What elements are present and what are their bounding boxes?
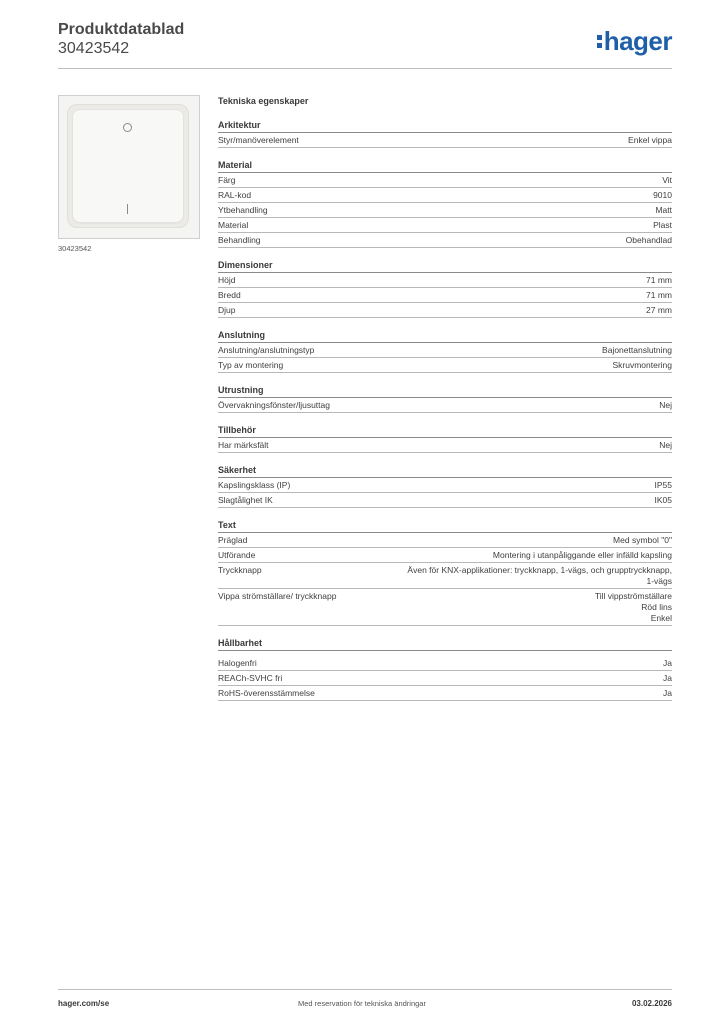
property-row [218, 589, 672, 626]
property-row [218, 656, 672, 671]
property-label: REACh-SVHC fri [218, 673, 283, 683]
footer-website[interactable]: hager.com/se [58, 999, 110, 1008]
property-row [218, 493, 672, 508]
property-row [218, 203, 672, 218]
property-value: Plast [653, 220, 672, 230]
group-title: Arkitektur [218, 120, 672, 133]
off-symbol-icon [123, 123, 132, 132]
product-number: 30423542 [58, 40, 130, 57]
property-label: Har märksfält [218, 440, 269, 450]
property-label: Ytbehandling [218, 205, 268, 215]
property-value: Nej [659, 400, 672, 410]
logo-text: hager [603, 26, 672, 56]
property-label: Vippa strömställare/ tryckknapp [218, 591, 337, 601]
property-label: Djup [218, 305, 236, 315]
property-label: Bredd [218, 290, 241, 300]
property-label: Höjd [218, 275, 236, 285]
property-label: Kapslingsklass (IP) [218, 480, 291, 490]
property-group [218, 385, 672, 413]
property-label: Halogenfri [218, 658, 257, 668]
property-value: Skruvmontering [612, 360, 672, 370]
footer-divider [58, 989, 672, 990]
property-row [218, 398, 672, 413]
property-label: Utförande [218, 550, 256, 560]
property-value: Med symbol "0" [613, 535, 672, 545]
group-title: Dimensioner [218, 260, 672, 273]
group-title: Anslutning [218, 330, 672, 343]
property-label: Material [218, 220, 249, 230]
property-value: Nej [659, 440, 672, 450]
property-value: Enkel vippa [628, 135, 672, 145]
property-group [218, 160, 672, 248]
property-row [218, 533, 672, 548]
property-group [218, 425, 672, 453]
property-groups [218, 120, 672, 701]
property-label: Tryckknapp [218, 565, 262, 575]
group-title: Material [218, 160, 672, 173]
group-title: Säkerhet [218, 465, 672, 478]
property-label: Präglad [218, 535, 248, 545]
property-label: RAL-kod [218, 190, 252, 200]
product-image [58, 95, 200, 239]
property-label: Färg [218, 175, 236, 185]
property-group [218, 260, 672, 318]
property-row [218, 343, 672, 358]
hager-logo [597, 26, 672, 56]
property-row [218, 188, 672, 203]
property-value: Ja [663, 658, 672, 668]
property-value: Till vippströmställare Röd lins Enkel [594, 591, 672, 623]
property-value: Ja [663, 673, 672, 683]
property-row [218, 671, 672, 686]
property-value: 71 mm [646, 290, 672, 300]
property-value: Även för KNX-applikationer: tryckknapp, 1-vägs, och grupptryckknapp, 1-vägs [407, 565, 672, 586]
property-row [218, 478, 672, 493]
property-value: Vit [662, 175, 672, 185]
document-title: Produktdatablad [58, 21, 185, 38]
property-group [218, 520, 672, 626]
group-title: Hållbarhet [218, 638, 672, 651]
property-group [218, 465, 672, 508]
property-value: IP55 [654, 480, 672, 490]
property-label: RoHS-överensstämmelse [218, 688, 315, 698]
property-row [218, 303, 672, 318]
property-value: 71 mm [646, 275, 672, 285]
property-label: Övervakningsfönster/ljusuttag [218, 400, 330, 410]
group-title: Tillbehör [218, 425, 672, 438]
property-row [218, 686, 672, 701]
property-row [218, 133, 672, 148]
technical-properties [218, 96, 672, 713]
property-row [218, 438, 672, 453]
on-symbol-icon [127, 204, 128, 214]
image-caption: 30423542 [58, 244, 92, 253]
logo-dots-icon [597, 35, 602, 51]
property-label: Typ av montering [218, 360, 284, 370]
property-row [218, 218, 672, 233]
header-divider [58, 68, 672, 69]
property-value: Matt [655, 205, 672, 215]
property-row [218, 233, 672, 248]
property-group [218, 638, 672, 701]
group-title: Utrustning [218, 385, 672, 398]
document-header [58, 20, 184, 58]
property-label: Behandling [218, 235, 261, 245]
property-row [218, 563, 672, 589]
property-value: Obehandlad [625, 235, 672, 245]
property-row [218, 273, 672, 288]
property-group [218, 120, 672, 148]
group-title: Text [218, 520, 672, 533]
property-value: IK05 [654, 495, 672, 505]
property-label: Styr/manöverelement [218, 135, 299, 145]
property-row [218, 548, 672, 563]
property-value: Ja [663, 688, 672, 698]
property-label: Slagtålighet IK [218, 495, 273, 505]
property-row [218, 358, 672, 373]
property-row [218, 173, 672, 188]
footer-date: 03.02.2026 [631, 999, 672, 1008]
property-value: 27 mm [646, 305, 672, 315]
property-label: Anslutning/anslutningstyp [218, 345, 315, 355]
property-value: Bajonettanslutning [602, 345, 672, 355]
property-value: 9010 [653, 190, 672, 200]
property-value: Montering i utanpåliggande eller infälld kapsling [492, 550, 672, 560]
section-title: Tekniska egenskaper [218, 96, 309, 106]
property-row [218, 288, 672, 303]
property-group [218, 330, 672, 373]
footer-disclaimer: Med reservation för tekniska ändringar [298, 999, 426, 1008]
